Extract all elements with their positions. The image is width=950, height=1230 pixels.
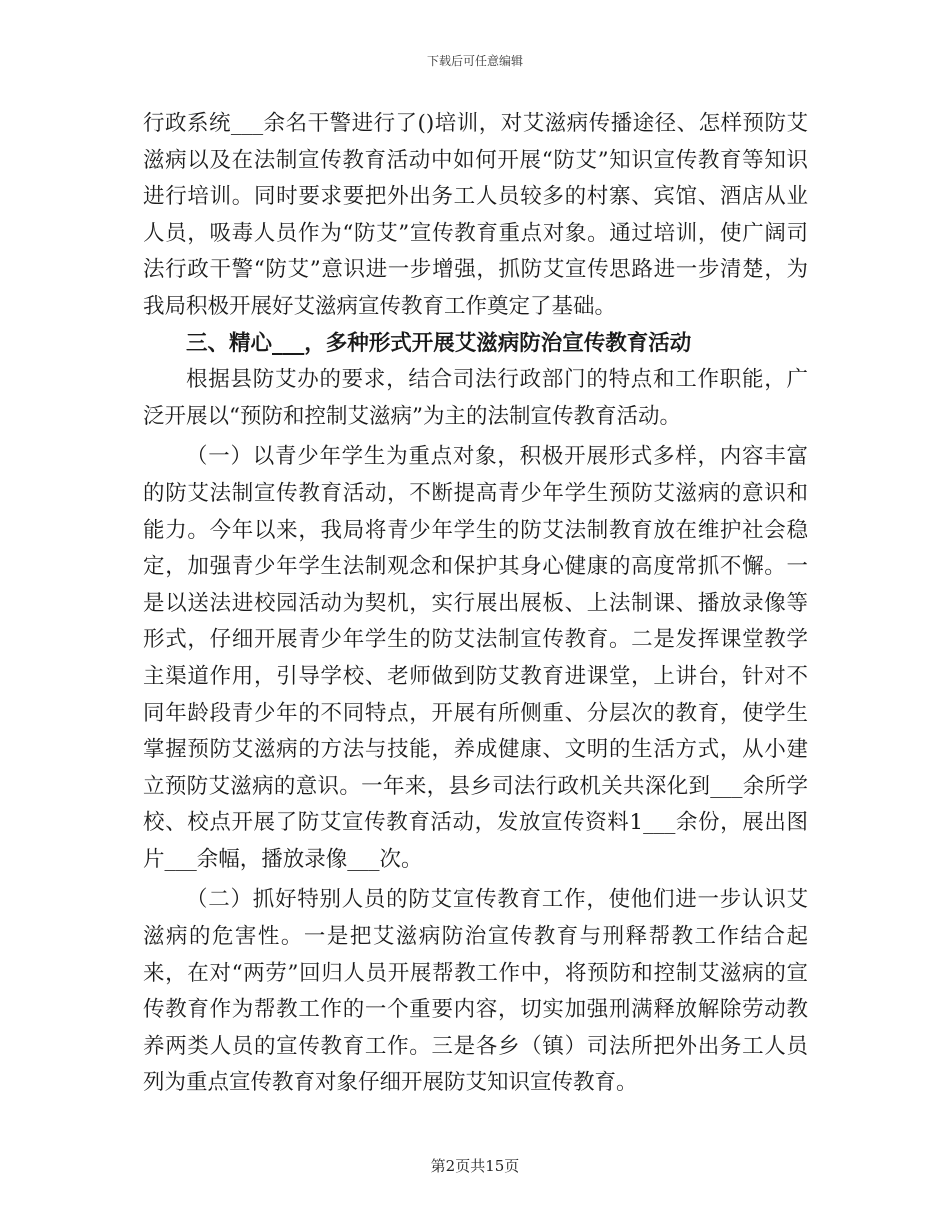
page-number: 第2页共15页	[430, 1157, 520, 1175]
paragraph-item-1: （一）以青少年学生为重点对象，积极开展形式多样，内容丰富的防艾法制宣传教育活动，不断提高青少年学生预防艾滋病的意识和能力。今年以来，我局将青少年学生的防艾法制教育放在维护社会稳定，加强青少年学生法制观念和保护其身心健康的高度常抓不懈。一是以送法进校园活动为契机，实行展出展板、上法制课、播放录像等形式，仔细开展青少年学生的防艾法制宣传教育。二是发挥课堂教学主渠道作用，引导学校、老师做到防艾教育进课堂，上讲台，针对不同年龄段青少年的不同特点，开展有所侧重、分层次的教育，使学生掌握预防艾滋病的方法与技能，养成健康、文明的生活方式，从小建立预防艾滋病的意识。一年来，县乡司法行政机关共深化到___余所学校、校点开展了防艾宣传教育活动，发放宣传资料1___余份，展出图片___余幅，播放录像___次。	[143, 444, 808, 872]
page-footer	[0, 1155, 950, 1176]
paragraph-continuation: 行政系统___余名干警进行了()培训，对艾滋病传播途径、怎样预防艾滋病以及在法制宣传教育活动中如何开展“防艾”知识宣传教育等知识进行培训。同时要求要把外出务工人员较多的村寨、宾馆、酒店从业人员，吸毒人员作为“防艾”宣传教育重点对象。通过培训，使广阔司法行政干警“防艾”意识进一步增强，抓防艾宣传思路进一步清楚，为我局积极开展好艾滋病宣传教育工作奠定了基础。	[143, 111, 808, 319]
section-heading: 三、精心___，多种形式开展艾滋病防治宣传教育活动	[186, 330, 692, 356]
paragraph-intro: 根据县防艾办的要求，结合司法行政部门的特点和工作职能，广泛开展以“预防和控制艾滋病”为主的法制宣传教育活动。	[143, 367, 808, 429]
paragraph-item-2: （二）抓好特别人员的防艾宣传教育工作，使他们进一步认识艾滋病的危害性。一是把艾滋病防治宣传教育与刑释帮教工作结合起来，在对“两劳”回归人员开展帮教工作中，将预防和控制艾滋病的宣传教育作为帮教工作的一个重要内容，切实加强刑满释放解除劳动教养两类人员的宣传教育工作。三是各乡（镇）司法所把外出务工人员列为重点宣传教育对象仔细开展防艾知识宣传教育。	[143, 887, 808, 1096]
page-header	[0, 52, 950, 69]
header-text: 下载后可任意编辑	[426, 54, 523, 68]
document-body	[143, 106, 808, 1102]
